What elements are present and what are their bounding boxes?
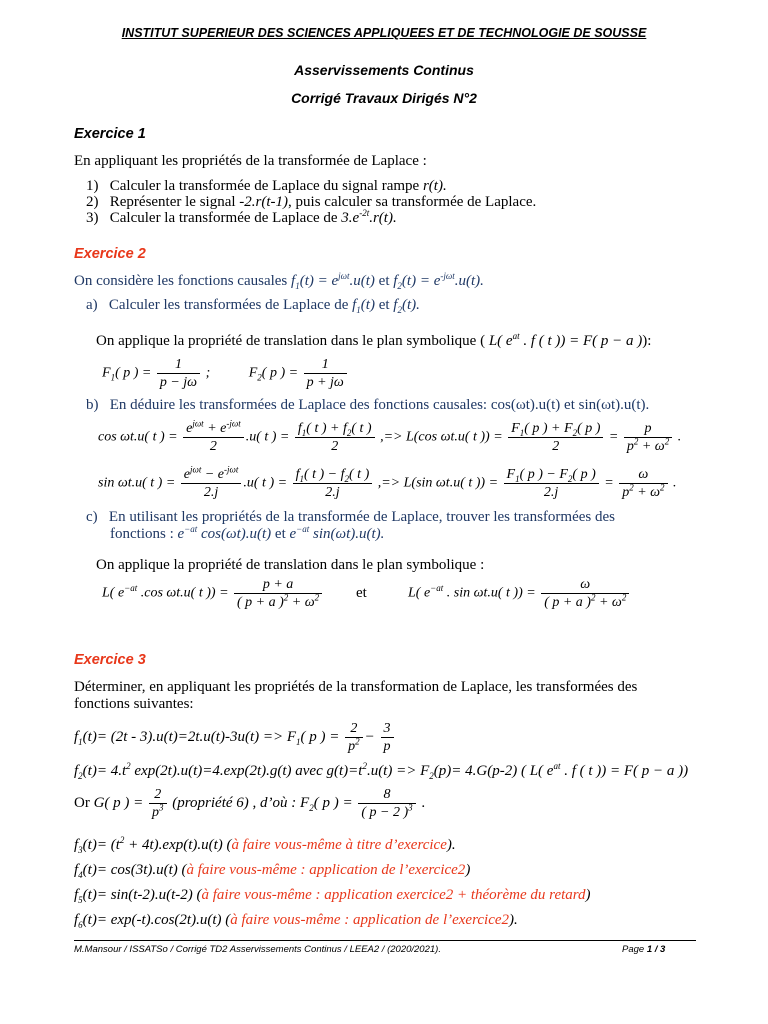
exercise-2-question-c-cont: fonctions : $e^{-at}$ cos(ωt).u(t) et $e^{-at}$ sin(ωt).u(t). <box>110 524 385 542</box>
footer-divider <box>74 940 696 941</box>
exercise-3-title: Exercice 3 <box>74 652 146 668</box>
exercise-1-item-1: 1) Calculer la transformée de Laplace du signal rampe r(t). <box>86 178 447 194</box>
f6-line: $f_6(t)= \exp(-t).\cos(2t).u(t)$ (à faire vous-même : application de l’exercice2). <box>74 912 518 930</box>
exercise-1-item-3: 3) Calculer la transformée de Laplace de $3.e^{-2t}.r(t)$. <box>86 208 397 226</box>
cos-laplace-equation: cos ωt.u( t ) = $\frac{e^{j\omega t} + e^{-j\omega t}}{2}$ .u( t ) = $\frac{f_1( t ) + f_2( t )}{2}$ ,=> L(cos ωt.u( t )) = $\frac{F_1( p ) + F_2( p )}{2}$ = $\frac{p}{p^2 + \omega^2}$ . <box>98 418 682 454</box>
exercise-2-intro: On considère les fonctions causales $f_1(t) = e^{j\omega t}.u(t)$ et $f_2(t) = e^{-j\omega t}.u(t)$. <box>74 271 484 291</box>
course-title: Asservissements Continus <box>294 62 474 78</box>
sin-laplace-equation: sin ωt.u( t ) = $\frac{e^{j\omega t} - e^{-j\omega t}}{2.j}$ .u( t ) = $\frac{f_1( t ) - f_2( t )}{2.j}$ ,=> L(sin ωt.u( t )) = $\frac{F_1( p ) - F_2( p )}{2.j}$ = $\frac{\omega}{p^2 + \omega^2}$ . <box>98 464 677 500</box>
et-connector: et <box>356 585 367 601</box>
f2-equation: $f_2(t)= 4.t^2$ exp(2t).u(t)=4.exp(2t).g(t) avec $g(t)=t^2.u(t) => F_2(p)= 4.G(p-2)$ ( L( $e^{at}$ . f ( t )) = F( p − a )) <box>74 761 689 781</box>
exercise-3-intro-line-1: Déterminer, en appliquant les propriétés de la transformation de Laplace, les transformées des <box>74 679 638 695</box>
translation-property-text: On applique la propriété de translation dans le plan symbolique ( L( $e^{at}$ . f ( t )) = F( p − a )): <box>96 331 652 349</box>
exercise-2-question-b: b) En déduire les transformées de Laplace des fonctions causales: cos(ωt).u(t) et sin(ωt).u(t). <box>86 397 650 413</box>
damped-sin-laplace: L( $e^{-at}$ . sin ωt.u( t )) = $\frac{\omega}{( p + a )^2 + \omega^2}$ <box>408 576 631 611</box>
f1-f2-laplace: $F_1$( p ) = $\frac{1}{p - j\omega}$ ; $F_2$( p ) = $\frac{1}{p + j\omega}$ <box>102 356 349 391</box>
exercise-1-item-2: 2) Représenter le signal -2.r(t-1), puis calculer sa transformée de Laplace. <box>86 194 537 210</box>
f5-line: $f_5(t)= \sin(t-2).u(t-2)$ (à faire vous-même : application exercice2 + théorème du retard) <box>74 887 591 905</box>
f1-equation: $f_1(t)= (2t - 3).u(t)=2t.u(t)-3u(t) => F_1$( p ) = $\frac{2}{p^2}$ − $\frac{3}{p}$ <box>74 720 396 755</box>
exercise-1-intro: En appliquant les propriétés de la transformée de Laplace : <box>74 153 427 169</box>
document-subtitle: Corrigé Travaux Dirigés N°2 <box>291 90 477 106</box>
exercise-1-title: Exercice 1 <box>74 126 146 142</box>
or-equation: Or G( p ) = $\frac{2}{p^3}$ (propriété 6) , d’où : $F_2$( p ) = $\frac{8}{( p - 2 )^3}$ . <box>74 787 426 820</box>
institute-header: INSTITUT SUPERIEUR DES SCIENCES APPLIQUEES ET DE TECHNOLOGIE DE SOUSSE <box>121 26 647 40</box>
translation-property-text-2: On applique la propriété de translation dans le plan symbolique : <box>96 557 485 573</box>
exercise-2-question-c: c) En utilisant les propriétés de la transformée de Laplace, trouver les transformées des <box>86 509 615 525</box>
exercise-2-title: Exercice 2 <box>74 246 146 262</box>
footer-text: M.Mansour / ISSATSo / Corrigé TD2 Asservissements Continus / LEEA2 / (2020/2021). <box>74 944 441 955</box>
f4-line: $f_4(t)= \cos(3t).u(t)$ (à faire vous-même : application de l’exercice2) <box>74 862 471 880</box>
page-number: Page 1 / 3 <box>622 944 666 955</box>
exercise-3-intro-line-2: fonctions suivantes: <box>74 696 194 712</box>
exercise-2-question-a: a) Calculer les transformées de Laplace de $f_1(t)$ et $f_2(t)$. <box>86 297 420 315</box>
f3-line: $f_3(t)= (t^2 + 4t).\exp(t).u(t)$ (à faire vous-même à titre d’exercice). <box>74 835 456 855</box>
damped-cos-laplace: L( $e^{-at}$ .cos ωt.u( t )) = $\frac{p + a}{( p + a )^2 + \omega^2}$ <box>102 576 324 611</box>
